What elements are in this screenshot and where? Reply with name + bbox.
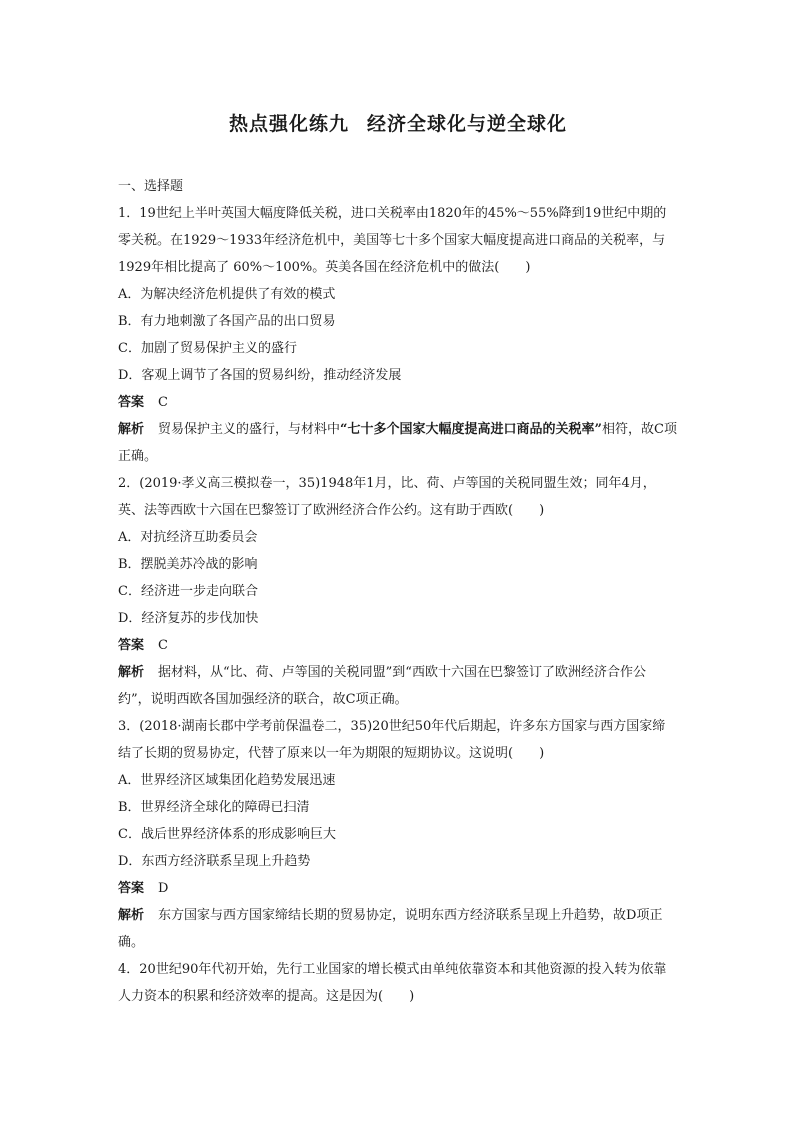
option-b: B．世界经济全球化的障碍已扫清: [118, 800, 310, 815]
analysis-quote: “七十多个国家大幅度提高进口商品的关税率”: [340, 422, 602, 437]
analysis-text: 贸易保护主义的盛行，与材料中: [158, 422, 341, 437]
question-stem: 1．19世纪上半叶英国大幅度降低关税，进口关税率由1820年的45%～55%降到19世纪中期的零关税。在1929～1933年经济危机中，美国等七十多个国家大幅度提高进口商品的关税率，与1929年相比提高了 60%～100%。英美各国在经济危机中的做法( ): [118, 206, 667, 275]
option-b: B．摆脱美苏冷战的影响: [118, 557, 258, 572]
question-stem: 2．(2019·孝义高三模拟卷一，35)1948年1月，比、荷、卢等国的关税同盟生效；同年4月，英、法等西欧十六国在巴黎签订了欧洲经济合作公约。这有助于西欧( ): [118, 476, 656, 518]
analysis-text: 东方国家与西方国家缔结长期的贸易协定，说明东西方经济联系呈现上升趋势，故D项正确。: [118, 908, 663, 950]
question-4: [118, 956, 678, 1010]
option-d: D．客观上调节了各国的贸易纠纷，推动经济发展: [118, 368, 402, 383]
answer-value: C: [158, 638, 168, 653]
option-d: D．东西方经济联系呈现上升趋势: [118, 854, 311, 869]
answer-label: 答案: [118, 395, 145, 410]
question-1: [118, 200, 678, 470]
analysis-label: 解析: [118, 422, 145, 437]
option-a: A．对抗经济互助委员会: [118, 530, 258, 545]
answer-label: 答案: [118, 881, 145, 896]
analysis-label: 解析: [118, 665, 145, 680]
question-3: [118, 713, 678, 956]
answer-value: C: [158, 395, 168, 410]
answer-label: 答案: [118, 638, 145, 653]
answer-line: [118, 632, 678, 659]
option-c: C．加剧了贸易保护主义的盛行: [118, 341, 297, 356]
answer-value: D: [158, 881, 169, 896]
analysis-label: 解析: [118, 908, 145, 923]
option-a: A．为解决经济危机提供了有效的模式: [118, 287, 336, 302]
analysis-text: 据材料，从“比、荷、卢等国的关税同盟”到“西欧十六国在巴黎签订了欧洲经济合作公约”，说明西欧各国加强经济的联合，故C项正确。: [118, 665, 646, 707]
page-title: [118, 110, 678, 138]
answer-line: [118, 875, 678, 902]
option-c: C．战后世界经济体系的形成影响巨大: [118, 827, 336, 842]
question-2: [118, 470, 678, 713]
title-main: 热点强化练九: [228, 113, 349, 135]
option-c: C．经济进一步走向联合: [118, 584, 258, 599]
answer-line: [118, 389, 678, 416]
question-stem: 4．20世纪90年代初开始，先行工业国家的增长模式由单纯依靠资本和其他资源的投入转为依靠人力资本的积累和经济效率的提高。这是因为( ): [118, 962, 667, 1004]
question-stem: 3．(2018·湖南长郡中学考前保温卷二，35)20世纪50年代后期起，许多东方国家与西方国家缔结了长期的贸易协定，代替了原来以一年为期限的短期协议。这说明( ): [118, 719, 666, 761]
analysis-text-end: 相符，故C项正确。: [118, 422, 677, 464]
title-sub: 经济全球化与逆全球化: [367, 113, 568, 135]
analysis-line: [118, 659, 678, 713]
analysis-line: [118, 416, 678, 470]
option-b: B．有力地刺激了各国产品的出口贸易: [118, 314, 336, 329]
analysis-line: [118, 902, 678, 956]
option-a: A．世界经济区域集团化趋势发展迅速: [118, 773, 336, 788]
document-page: [118, 110, 678, 1010]
option-d: D．经济复苏的步伐加快: [118, 611, 259, 626]
section-heading: 一、选择题: [118, 179, 184, 194]
